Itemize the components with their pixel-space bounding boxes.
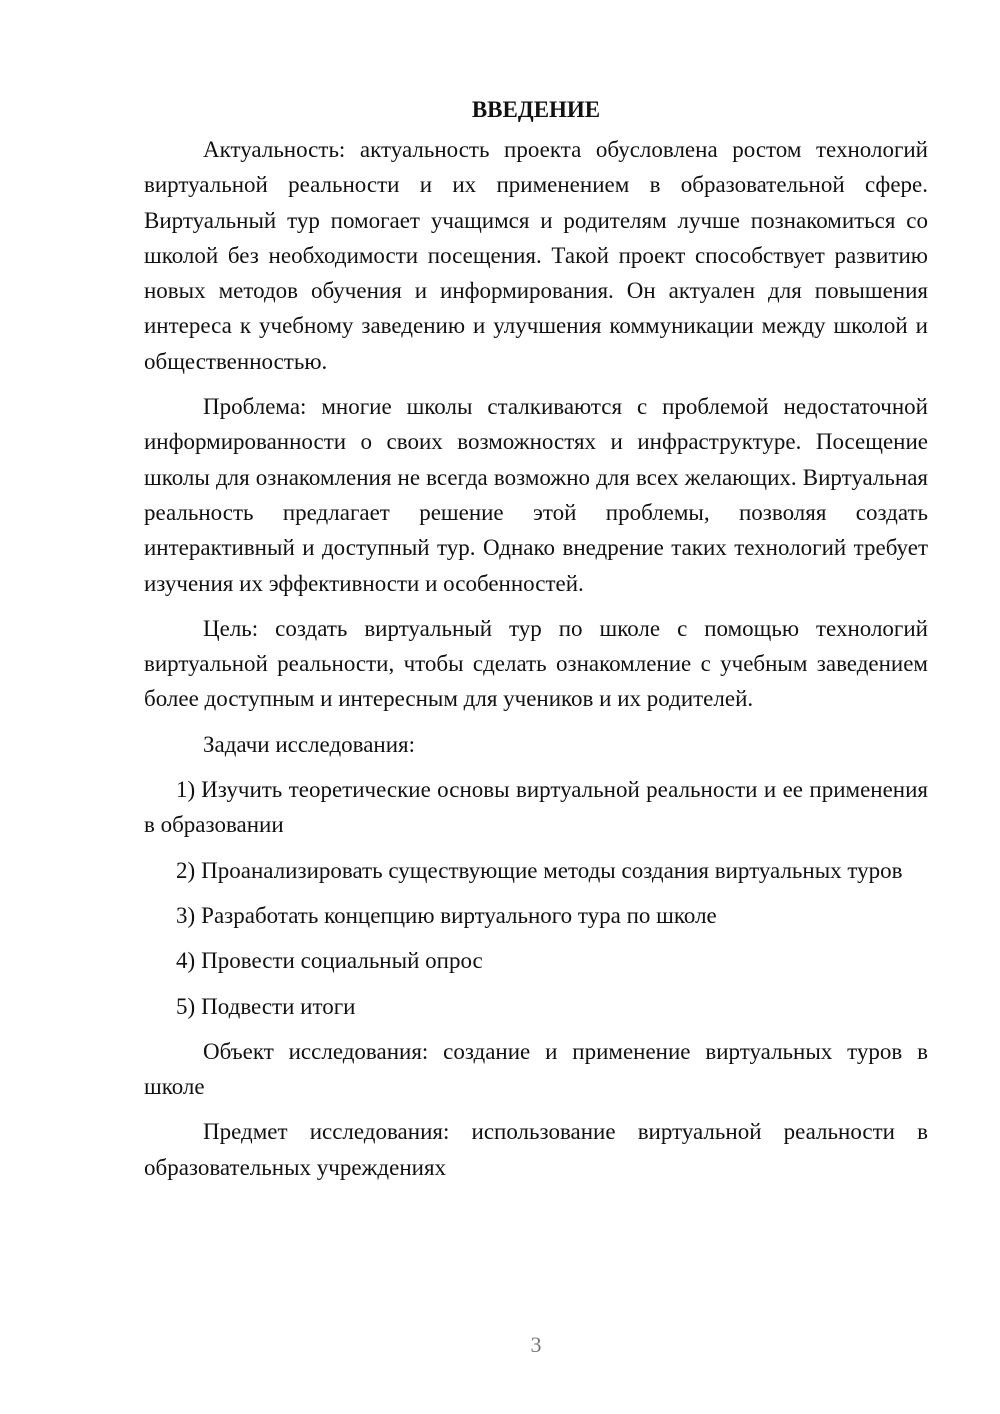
- list-item-text: Проанализировать существующие методы создания виртуальных туров: [201, 857, 903, 883]
- list-item: [144, 989, 928, 1024]
- page-heading: ВВЕДЕНИЕ: [471, 97, 601, 122]
- list-item-text: Подвести итоги: [201, 993, 356, 1019]
- list-item-text: Провести социальный опрос: [201, 948, 483, 974]
- list-item: [144, 853, 928, 888]
- subject-paragraph: Предмет исследования: использование виртуальной реальности в образовательных учреждениях: [144, 1119, 928, 1180]
- list-item-number: 5): [176, 993, 196, 1019]
- goal-paragraph: Цель: создать виртуальный тур по школе с помощью технологий виртуальной реальности, чтобы сделать ознакомление с учебным заведением более доступным и интересным для учеников и их родителей.: [144, 615, 928, 712]
- problem-paragraph: Проблема: многие школы сталкиваются с проблемой недостаточной информированности о своих возможностях и инфраструктуре. Посещение школы для ознакомления не всегда возможно для всех желающих. Виртуальная реальность предлагает решение этой проблемы, позволяя создать интерактивный и доступный тур. Однако внедрение таких технологий требует изучения их эффективности и особенностей.: [144, 394, 928, 596]
- list-item-text: Изучить теоретические основы виртуальной реальности и ее применения в образовании: [144, 777, 928, 838]
- relevance-paragraph: Актуальность: актуальность проекта обусловлена ростом технологий виртуальной реальности и их применением в образовательной сфере. Виртуальный тур помогает учащимся и родителям лучше познакомиться со школой без необходимости посещения. Такой проект способствует развитию новых методов обучения и информирования. Он актуален для повышения интереса к учебному заведению и улучшения коммуникации между школой и общественностью.: [144, 137, 928, 374]
- list-item: [144, 898, 928, 933]
- page-content: [144, 92, 928, 1195]
- tasks-list: [144, 772, 928, 1024]
- list-item-number: 1): [176, 777, 196, 803]
- list-item: [144, 943, 928, 978]
- list-item-number: 4): [176, 948, 196, 974]
- list-item-text: Разработать концепцию виртуального тура по школе: [201, 902, 717, 928]
- list-item: [144, 772, 928, 843]
- list-item-number: 2): [176, 857, 196, 883]
- object-paragraph: Объект исследования: создание и применение виртуальных туров в школе: [144, 1038, 928, 1100]
- page-number: 3: [530, 1332, 542, 1357]
- tasks-title: Задачи исследования:: [203, 731, 416, 757]
- list-item-number: 3): [176, 902, 196, 928]
